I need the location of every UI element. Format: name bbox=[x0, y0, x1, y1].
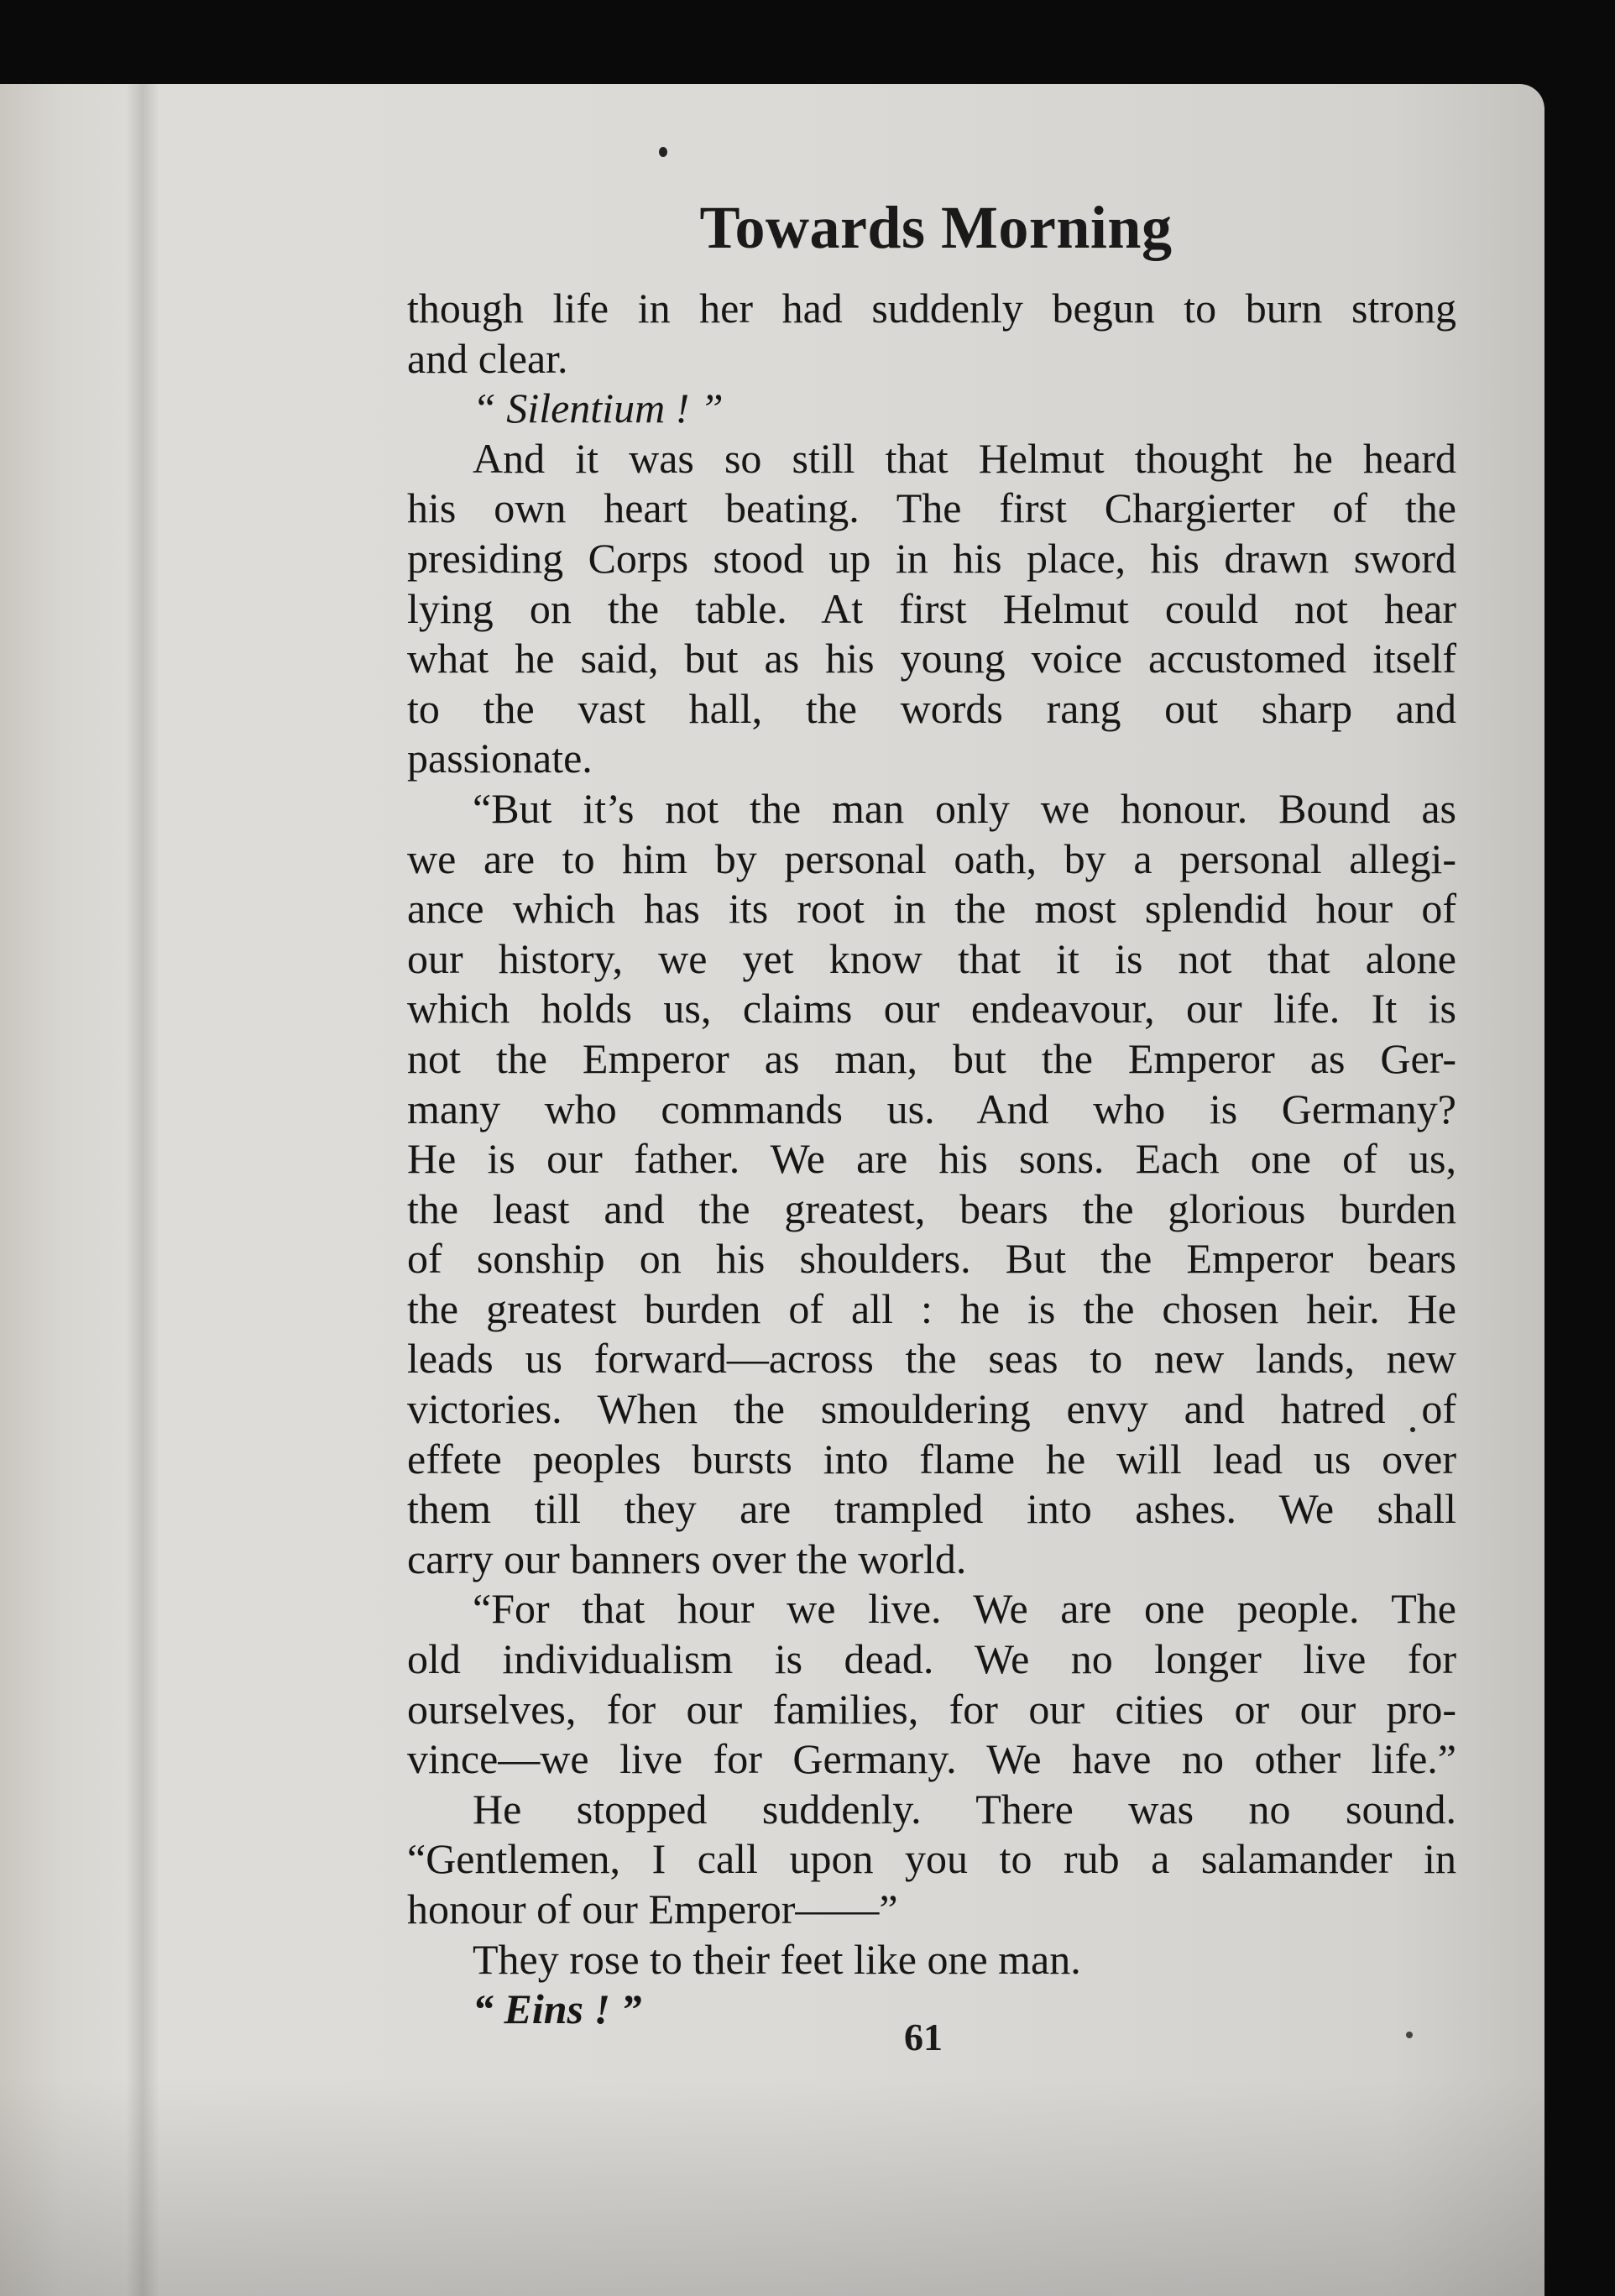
text-line: though life in her had suddenly begun to burn strong bbox=[407, 285, 1456, 332]
text-line: carry our banners over the world. bbox=[407, 1535, 967, 1582]
text-line: “For that hour we live. We are one people. The bbox=[473, 1585, 1456, 1633]
text-line: leads us forward—across the seas to new lands, new bbox=[407, 1335, 1456, 1383]
text-line: his own heart beating. The first Chargierter of the bbox=[407, 484, 1456, 532]
text-line: and clear. bbox=[407, 334, 568, 382]
text-line: ance which has its root in the most splendid hour of bbox=[407, 885, 1456, 933]
text-line: presiding Corps stood up in his place, his drawn sword bbox=[407, 534, 1456, 582]
text-line: we are to him by personal oath, by a personal allegi- bbox=[407, 834, 1456, 882]
text-line: “ Eins ! ” bbox=[473, 1985, 642, 2033]
ink-speck bbox=[659, 147, 667, 157]
text-line: effete peoples bursts into flame he will lead us over bbox=[407, 1435, 1456, 1483]
text-line: to the vast hall, the words rang out sharp and bbox=[407, 684, 1456, 732]
page-gutter-shadow bbox=[126, 84, 159, 2296]
text-line: honour of our Emperor——” bbox=[407, 1885, 898, 1933]
body-text bbox=[407, 284, 1456, 2035]
text-line: old individualism is dead. We no longer live for bbox=[407, 1635, 1456, 1683]
text-line: many who commands us. And who is Germany? bbox=[407, 1085, 1456, 1132]
text-line: ourselves, for our families, for our cities or our pro- bbox=[407, 1685, 1456, 1733]
page-edge-shadow bbox=[1544, 84, 1615, 2296]
text-line: lying on the table. At first Helmut could not hear bbox=[407, 584, 1456, 632]
text-line: He stopped suddenly. There was no sound. bbox=[473, 1785, 1456, 1833]
text-line: victories. When the smouldering envy and hatred of bbox=[407, 1385, 1456, 1433]
page-number: 61 bbox=[904, 2016, 943, 2058]
text-line: our history, we yet know that it is not that alone bbox=[407, 934, 1456, 982]
text-line: “Gentlemen, I call upon you to rub a salamander in bbox=[407, 1835, 1456, 1883]
text-line: “But it’s not the man only we honour. Bound as bbox=[473, 784, 1456, 832]
text-line: And it was so still that Helmut thought he heard bbox=[473, 434, 1456, 482]
text-line: them till they are trampled into ashes. We shall bbox=[407, 1485, 1456, 1533]
text-line: which holds us, claims our endeavour, our life. It is bbox=[407, 985, 1456, 1033]
text-line: of sonship on his shoulders. But the Emperor bears bbox=[407, 1235, 1456, 1283]
text-line: what he said, but as his young voice accustomed itself bbox=[407, 635, 1456, 683]
text-line: passionate. bbox=[407, 735, 593, 782]
text-line: They rose to their feet like one man. bbox=[473, 1935, 1081, 1983]
text-line: the least and the greatest, bears the glorious burden bbox=[407, 1185, 1456, 1232]
text-line: “ Silentium ! ” bbox=[473, 384, 724, 432]
text-line: vince—we live for Germany. We have no other life.” bbox=[407, 1735, 1456, 1783]
text-line: He is our father. We are his sons. Each one of us, bbox=[407, 1135, 1456, 1183]
text-line: not the Emperor as man, but the Emperor as Ger- bbox=[407, 1034, 1456, 1082]
running-head: Towards Morning bbox=[699, 194, 1173, 261]
text-line: the greatest burden of all : he is the chosen heir. He bbox=[407, 1284, 1456, 1332]
